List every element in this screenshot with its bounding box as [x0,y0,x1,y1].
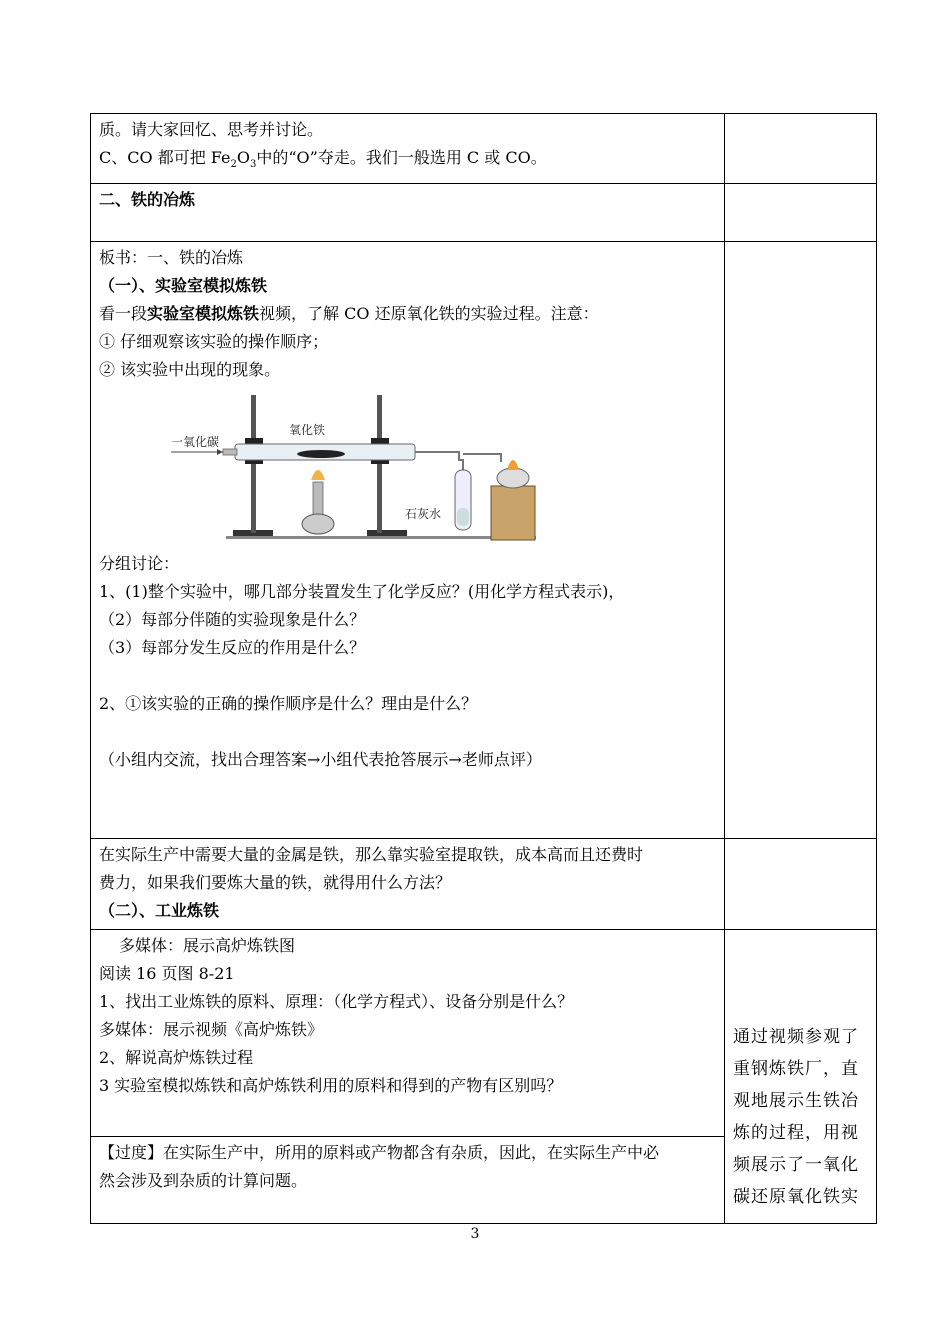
text-line: （2）每部分伴随的实验现象是什么？ [99,610,366,630]
label-iron-oxide: 氧化铁 [289,423,326,438]
subsection-heading: （一）、实验室模拟炼铁 [99,276,268,296]
side-cell-notes [725,930,877,1224]
main-cell [91,1137,725,1224]
text-line: 在实际生产中需要大量的金属是铁，那么靠实验室提取铁，成本高而且还费时 [99,845,644,865]
text-line: 看一段实验室模拟炼铁视频，了解 CO 还原氧化铁的实验过程。注意： [99,304,599,324]
text-line: 分组讨论： [99,554,180,574]
lesson-plan-table [90,113,877,1224]
table-row [91,930,877,1137]
text-line: 2、①该实验的正确的操作顺序是什么？理由是什么？ [99,694,478,714]
side-cell [725,242,877,839]
text-line: 阅读 16 页图 8-21 [99,964,235,984]
text-line: （3）每部分发生反应的作用是什么？ [99,638,366,658]
text-line: 3 实验室模拟炼铁和高炉炼铁利用的原料和得到的产物有区别吗？ [99,1076,563,1096]
side-cell [725,114,877,184]
table-row [91,839,877,930]
table-row [91,242,877,839]
text-line: 2、解说高炉炼铁过程 [99,1048,254,1068]
text-line: C、CO 都可把 $Fe_2O_3$中的“O”夺走。我们一般选用 C 或 CO。 [99,148,547,171]
label-lime-water: 石灰水 [405,507,442,522]
section-heading: 二、铁的冶炼 [99,190,196,210]
subsection-heading: （二）、工业炼铁 [99,901,220,921]
side-cell [725,184,877,242]
main-cell [91,839,725,930]
side-cell [725,839,877,930]
text-line: ② 该实验中出现的现象。 [99,360,281,380]
text-line: 多媒体：展示视频《高炉炼铁》 [99,1020,324,1040]
text-line: 多媒体：展示高炉炼铁图 [119,936,296,956]
text-line: 然会涉及到杂质的计算问题。 [99,1171,308,1191]
main-cell [91,184,725,242]
main-cell [91,114,725,184]
text-line: 质。请大家回忆、思考并讨论。 [99,120,324,139]
text-line: 费力，如果我们要炼大量的铁，就得用什么方法？ [99,873,452,893]
page-number: 3 [470,1226,480,1242]
experiment-apparatus-diagram [171,390,541,542]
text-line: 1、(1)整个实验中，哪几部分装置发生了化学反应？(用化学方程式表示)， [99,582,625,602]
text-line: 1、找出工业炼铁的原料、原理：（化学方程式）、设备分别是什么？ [99,992,574,1012]
main-cell [91,242,725,839]
main-cell [91,930,725,1137]
text-line: 板书：一、铁的冶炼 [99,248,244,268]
table-row [91,184,877,242]
table-row [91,114,877,184]
text-line: （小组内交流，找出合理答案→小组代表抢答展示→老师点评） [99,750,542,770]
label-co: 一氧化碳 [171,435,220,450]
text-line: 【过度】在实际生产中，所用的原料或产物都含有杂质，因此，在实际生产中必 [99,1143,660,1163]
text-line: ① 仔细观察该实验的操作顺序； [99,332,329,352]
teaching-note: 通过视频参观了 重钢炼铁厂，直 观地展示生铁冶 炼的过程，用视 频展示了一氧化 碳还原氧化铁实 [733,1027,859,1208]
